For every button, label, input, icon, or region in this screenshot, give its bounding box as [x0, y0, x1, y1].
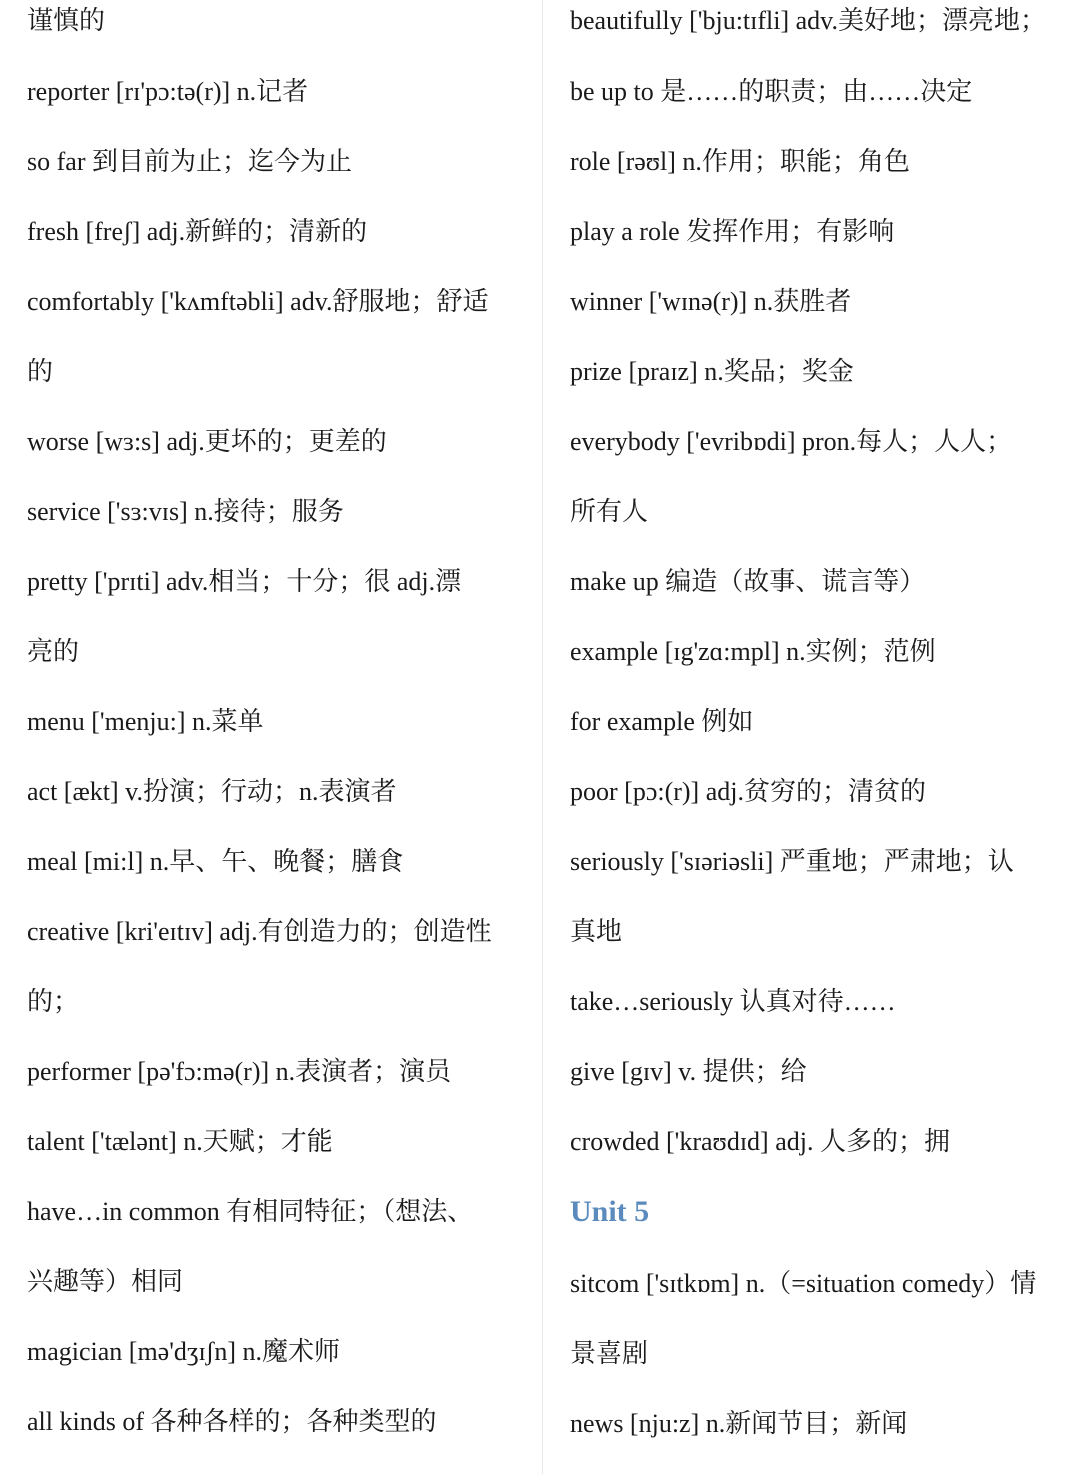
vocab-line: fresh [freʃ] adj.新鲜的；清新的: [27, 217, 368, 246]
vocab-line: take…seriously 认真对待……: [570, 987, 896, 1016]
vocab-line: comfortably ['kʌmftəbli] adv.舒服地；舒适: [27, 287, 489, 316]
vocab-line: reporter [rɪ'pɔ:tə(r)] n.记者: [27, 77, 309, 106]
vocab-line: performer [pə'fɔ:mə(r)] n.表演者；演员: [27, 1057, 452, 1086]
vocab-line: menu ['menju:] n.菜单: [27, 707, 264, 736]
vocab-line: example [ɪg'zɑ:mpl] n.实例；范例: [570, 637, 936, 666]
vocab-line: 景喜剧: [570, 1339, 649, 1368]
vocab-line: give [gɪv] v. 提供；给: [570, 1057, 807, 1086]
vocab-line: 兴趣等）相同: [27, 1267, 184, 1296]
vocab-line: beautifully ['bju:tɪfli] adv.美好地；漂亮地；: [570, 6, 1046, 35]
vocab-line: 真地: [570, 917, 623, 946]
vocab-line: pretty ['prɪti] adv.相当；十分；很 adj.漂: [27, 567, 462, 596]
vocab-line: be up to 是……的职责；由……决定: [570, 77, 973, 106]
vocab-line: play a role 发挥作用；有影响: [570, 217, 895, 246]
vocab-line: so far 到目前为止；迄今为止: [27, 147, 352, 176]
vocab-line: 亮的: [27, 637, 80, 666]
vocab-line: 的；: [27, 987, 80, 1016]
vocab-line: 所有人: [570, 497, 649, 526]
vocab-line: prize [praɪz] n.奖品；奖金: [570, 357, 854, 386]
column-divider: [542, 0, 543, 1474]
vocab-line: poor [pɔ:(r)] adj.贫穷的；清贫的: [570, 777, 926, 806]
vocab-line: role [rəʊl] n.作用；职能；角色: [570, 147, 910, 176]
unit-heading: Unit 5: [570, 1195, 650, 1228]
vocab-line: worse [wɜ:s] adj.更坏的；更差的: [27, 427, 387, 456]
vocab-line: winner ['wɪnə(r)] n.获胜者: [570, 287, 852, 316]
vocab-line: creative [kri'eɪtɪv] adj.有创造力的；创造性: [27, 917, 492, 946]
vocab-line: all kinds of 各种各样的；各种类型的: [27, 1407, 437, 1436]
vocab-line: magician [mə'dʒɪʃn] n.魔术师: [27, 1337, 340, 1366]
vocab-line: everybody ['evribɒdi] pron.每人；人人；: [570, 427, 1013, 456]
vocab-line: have…in common 有相同特征；（想法、: [27, 1197, 474, 1226]
vocab-line: 谨慎的: [27, 6, 106, 35]
vocab-line: talent ['tælənt] n.天赋；才能: [27, 1127, 333, 1156]
vocab-line: service ['sɜ:vɪs] n.接待；服务: [27, 497, 344, 526]
vocab-line: meal [mi:l] n.早、午、晚餐；膳食: [27, 847, 404, 876]
vocab-line: sitcom ['sɪtkɒm] n.（=situation comedy）情: [570, 1269, 1037, 1298]
vocab-line: act [ækt] v.扮演；行动；n.表演者: [27, 777, 397, 806]
vocab-line: crowded ['kraʊdɪd] adj. 人多的；拥: [570, 1127, 950, 1156]
vocab-line: 的: [27, 357, 54, 386]
vocab-line: make up 编造（故事、谎言等）: [570, 567, 926, 596]
vocab-line: seriously ['sɪəriəsli] 严重地；严肃地；认: [570, 847, 1014, 876]
vocab-line: news [nju:z] n.新闻节目；新闻: [570, 1409, 908, 1438]
vocab-line: for example 例如: [570, 707, 754, 736]
